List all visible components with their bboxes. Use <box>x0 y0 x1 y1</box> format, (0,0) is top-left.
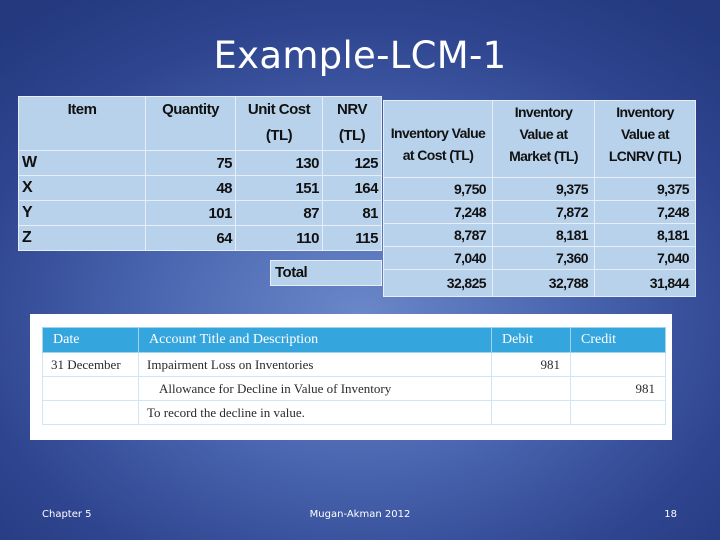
footer-author: Mugan-Akman 2012 <box>309 509 411 520</box>
table-row <box>19 201 382 226</box>
header-account-title: Account Title and Description <box>139 328 492 353</box>
account-cell: To record the decline in value. <box>139 401 492 425</box>
lcnrv-value-cell: 7,248 <box>595 201 696 224</box>
journal-row <box>43 401 666 425</box>
total-lcnrv-cell: 31,844 <box>595 270 696 297</box>
cost-value-cell: 7,040 <box>384 247 493 270</box>
date-cell: 31 December <box>43 353 139 377</box>
journal-row <box>43 377 666 401</box>
debit-cell <box>492 377 571 401</box>
market-value-cell: 9,375 <box>493 178 595 201</box>
header-debit: Debit <box>492 328 571 353</box>
market-value-cell: 7,872 <box>493 201 595 224</box>
journal-entry-panel <box>30 314 672 440</box>
table-row <box>384 201 696 224</box>
quantity-cell: 75 <box>146 151 236 176</box>
unit-cost-cell: 87 <box>236 201 323 226</box>
journal-entry-table <box>42 327 666 425</box>
quantity-cell: 64 <box>146 226 236 251</box>
inventory-value-table <box>383 100 696 297</box>
nrv-cell: 164 <box>323 176 382 201</box>
total-label: Total <box>270 260 382 286</box>
lcnrv-value-cell: 9,375 <box>595 178 696 201</box>
cost-value-cell: 8,787 <box>384 224 493 247</box>
item-cell: X <box>19 176 146 201</box>
market-value-cell: 7,360 <box>493 247 595 270</box>
header-credit: Credit <box>571 328 666 353</box>
credit-cell: 981 <box>571 377 666 401</box>
header-date: Date <box>43 328 139 353</box>
item-cost-nrv-table <box>18 96 382 251</box>
total-cost-cell: 32,825 <box>384 270 493 297</box>
footer-chapter: Chapter 5 <box>42 509 92 520</box>
quantity-cell: 101 <box>146 201 236 226</box>
table-header-row <box>19 97 382 151</box>
table-row <box>384 247 696 270</box>
total-market-cell: 32,788 <box>493 270 595 297</box>
header-item: Item <box>19 97 146 151</box>
table-row <box>19 176 382 201</box>
cost-value-cell: 9,750 <box>384 178 493 201</box>
table-row <box>384 178 696 201</box>
header-value-at-cost: Inventory Value at Cost (TL) <box>384 101 493 178</box>
date-cell <box>43 377 139 401</box>
nrv-cell: 81 <box>323 201 382 226</box>
unit-cost-cell: 110 <box>236 226 323 251</box>
slide-title: Example-LCM-1 <box>213 34 507 77</box>
footer-page-number: 18 <box>664 509 677 520</box>
account-cell: Impairment Loss on Inventories <box>139 353 492 377</box>
unit-cost-cell: 151 <box>236 176 323 201</box>
market-value-cell: 8,181 <box>493 224 595 247</box>
quantity-cell: 48 <box>146 176 236 201</box>
credit-cell <box>571 353 666 377</box>
nrv-cell: 115 <box>323 226 382 251</box>
totals-row <box>384 270 696 297</box>
item-cell: Y <box>19 201 146 226</box>
nrv-cell: 125 <box>323 151 382 176</box>
journal-row <box>43 353 666 377</box>
debit-cell <box>492 401 571 425</box>
table-header-row <box>384 101 696 178</box>
lcnrv-value-cell: 7,040 <box>595 247 696 270</box>
header-quantity: Quantity <box>146 97 236 151</box>
lcnrv-value-cell: 8,181 <box>595 224 696 247</box>
table-row <box>384 224 696 247</box>
header-value-at-market: Inventory Value at Market (TL) <box>493 101 595 178</box>
unit-cost-cell: 130 <box>236 151 323 176</box>
date-cell <box>43 401 139 425</box>
table-row <box>19 151 382 176</box>
journal-header-row <box>43 328 666 353</box>
table-row <box>19 226 382 251</box>
item-cell: Z <box>19 226 146 251</box>
debit-cell: 981 <box>492 353 571 377</box>
item-cell: W <box>19 151 146 176</box>
header-value-at-lcnrv: Inventory Value at LCNRV (TL) <box>595 101 696 178</box>
credit-cell <box>571 401 666 425</box>
header-unit-cost: Unit Cost (TL) <box>236 97 323 151</box>
account-cell: Allowance for Decline in Value of Inventory <box>139 377 492 401</box>
cost-value-cell: 7,248 <box>384 201 493 224</box>
header-nrv: NRV (TL) <box>323 97 382 151</box>
